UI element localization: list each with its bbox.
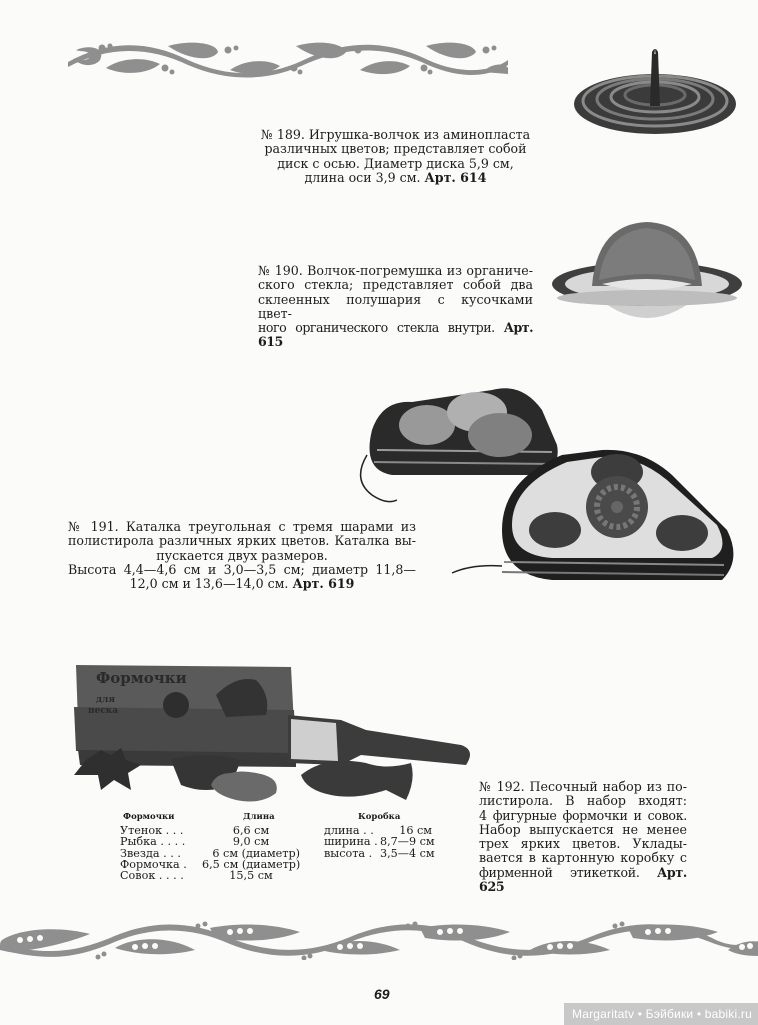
bottom-ornament [0, 920, 758, 960]
item-189-art: Арт. 614 [424, 169, 487, 185]
box-label-line-3: песка [88, 706, 119, 716]
box-label-title: Формочки [96, 669, 187, 687]
item-191-art: Арт. 619 [292, 576, 355, 592]
box-row: ширина . 8,7—9 см [324, 835, 435, 849]
item-189-line-2: различных цветов; представляет собой [264, 141, 527, 157]
item-190-art: Арт. 615 [258, 320, 533, 350]
col-header-moulds: Формочки [123, 812, 175, 822]
item-191-line-2: полистирола различных ярких цветов. Каталка вы- [68, 533, 416, 549]
item-192-line-2: листирола. В набор входят: [479, 793, 687, 809]
item-192-line-1: № 192. Песочный набор из по- [479, 779, 687, 794]
spinning-top-image [570, 44, 740, 136]
col-header-box: Коробка [358, 812, 401, 822]
box-row: высота . 3,5—4 см [324, 846, 435, 860]
sand-set-dimensions-table [120, 812, 450, 881]
page-number: 69 [374, 986, 390, 1002]
item-192-line-3: 4 фигурные формочки и совок. [479, 807, 687, 823]
box-row: длина . . 16 см [324, 824, 432, 837]
item-190-line-1: № 190. Волчок-погремушка из органиче- [258, 263, 533, 278]
watermark: Margaritatv • Бэйбики • babiki.ru [564, 1003, 758, 1025]
item-192-line-5: трех ярких цветов. Уклады- [479, 836, 687, 852]
wave-scroll-ornament-icon [68, 38, 508, 78]
table-row: Рыбка . . . . 9,0 см [120, 835, 270, 849]
item-191-description [68, 520, 416, 591]
item-189-line-3: диск с осью. Диаметр диска 5,9 см, [277, 155, 514, 171]
table-row: Утенок . . . 6,6 см [120, 824, 270, 837]
table-row: Совок . . . . 15,5 см [120, 869, 273, 883]
item-192-line-6: вается в картонную коробку с [479, 850, 687, 866]
item-192-art: Арт. 625 [479, 864, 687, 895]
item-191-line-1: № 191. Каталка треугольная с тремя шарами из [68, 519, 416, 534]
item-189-line-1: № 189. Игрушка-волчок из аминопласта [260, 127, 531, 142]
box-column [324, 824, 435, 881]
wave-scroll-ornament-icon [0, 920, 758, 960]
table-header-row [120, 812, 450, 822]
item-190-description [258, 264, 533, 350]
sand-mould-set-image [66, 655, 476, 805]
item-189-description [258, 128, 533, 185]
table-row: Формочка . 6,5 см (диаметр) [120, 857, 301, 871]
moulds-column [120, 825, 300, 881]
item-189-last-line: длина оси 3,9 см. Арт. 614 [304, 169, 487, 185]
item-190-last-line: ного органического стекла внутри. Арт. 615 [258, 320, 533, 350]
item-192-description [479, 780, 687, 894]
col-header-length: Длина [243, 812, 275, 822]
rattle-top-image [547, 218, 747, 324]
item-191-line-3: пускается двух размеров. [156, 547, 328, 563]
item-192-line-4: Набор выпускается не менее [479, 821, 687, 837]
item-190-line-3: склеенных полушария с кусочками цвет- [258, 291, 533, 321]
box-label-line-2: для [96, 695, 115, 705]
top-ornament [68, 38, 508, 78]
item-191-line-4: Высота 4,4—4,6 см и 3,0—3,5 см; диаметр 11,8— [68, 561, 416, 577]
item-192-last-line: фирменной этикеткой. Арт. 625 [479, 864, 687, 895]
table-row: Звезда . . . 6 см (диаметр) [120, 846, 300, 860]
item-191-last-line: 12,0 см и 13,6—14,0 см. Арт. 619 [129, 576, 355, 592]
item-190-line-2: ского стекла; представляет собой два [258, 277, 533, 293]
